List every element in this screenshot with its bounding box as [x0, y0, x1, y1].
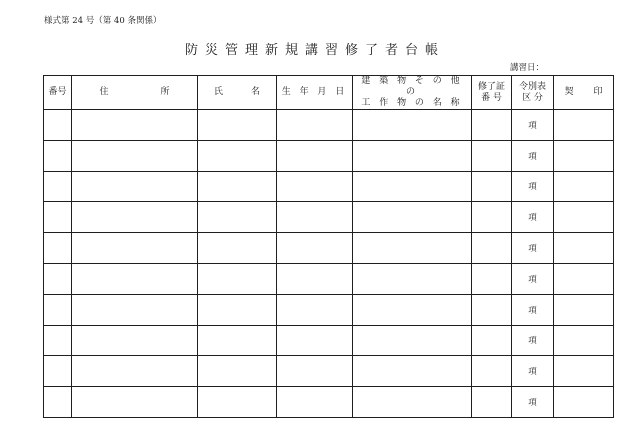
cell-category: 項: [512, 294, 554, 325]
cell-birthdate: [277, 171, 353, 202]
cell-building: [353, 202, 472, 233]
col-order-category: 令別表 区 分: [512, 76, 554, 110]
cell-name: [198, 233, 277, 264]
cell-address: [72, 387, 198, 418]
cell-address: [72, 294, 198, 325]
cell-number: [44, 356, 72, 387]
cell-birthdate: [277, 356, 353, 387]
cell-address: [72, 110, 198, 141]
cell-category: 項: [512, 140, 554, 171]
cell-name: [198, 325, 277, 356]
cell-building: [353, 110, 472, 141]
cell-cert-no: [472, 202, 512, 233]
cell-number: [44, 294, 72, 325]
cell-category: 項: [512, 263, 554, 294]
col-birthdate: 生 年 月 日: [277, 76, 353, 110]
cell-birthdate: [277, 140, 353, 171]
cell-name: [198, 171, 277, 202]
cell-building: [353, 263, 472, 294]
cell-category: 項: [512, 356, 554, 387]
cell-address: [72, 202, 198, 233]
table-row: [44, 356, 614, 387]
cell-name: [198, 263, 277, 294]
cell-cert-no: [472, 263, 512, 294]
cell-cert-no: [472, 110, 512, 141]
cell-birthdate: [277, 202, 353, 233]
cell-number: [44, 387, 72, 418]
header-row: [44, 76, 614, 110]
cell-cert-no: [472, 325, 512, 356]
cell-cert-no: [472, 171, 512, 202]
cell-seal: [554, 202, 614, 233]
cell-address: [72, 171, 198, 202]
table-row: [44, 202, 614, 233]
cell-seal: [554, 263, 614, 294]
table-row: [44, 387, 614, 418]
cell-birthdate: [277, 325, 353, 356]
cell-cert-no: [472, 140, 512, 171]
cell-building: [353, 171, 472, 202]
cell-category: 項: [512, 233, 554, 264]
cell-category: 項: [512, 325, 554, 356]
cell-address: [72, 356, 198, 387]
col-name: 氏 名: [198, 76, 277, 110]
table-row: [44, 140, 614, 171]
cell-building: [353, 356, 472, 387]
cell-number: [44, 263, 72, 294]
col-number-label: 番号: [48, 87, 67, 97]
cell-birthdate: [277, 294, 353, 325]
training-date-label: 講習日：: [510, 63, 545, 73]
form-number: 様式第 24 号（第 40 条関係）: [44, 16, 162, 26]
cell-building: [353, 140, 472, 171]
col-address: 住 所: [72, 76, 198, 110]
table-row: [44, 110, 614, 141]
cell-seal: [554, 140, 614, 171]
cell-birthdate: [277, 263, 353, 294]
cell-address: [72, 325, 198, 356]
cell-number: [44, 171, 72, 202]
register-table: [43, 75, 614, 418]
document-title: 防災管理新規講習修了者台帳: [184, 43, 445, 58]
cell-number: [44, 202, 72, 233]
cell-category: 項: [512, 387, 554, 418]
cell-category: 項: [512, 110, 554, 141]
cell-seal: [554, 171, 614, 202]
cell-number: [44, 110, 72, 141]
cell-name: [198, 110, 277, 141]
table-row: [44, 294, 614, 325]
cell-name: [198, 202, 277, 233]
cell-cert-no: [472, 387, 512, 418]
cell-seal: [554, 325, 614, 356]
cell-address: [72, 140, 198, 171]
cell-birthdate: [277, 387, 353, 418]
cell-number: [44, 325, 72, 356]
cell-building: [353, 294, 472, 325]
cell-address: [72, 263, 198, 294]
cell-seal: [554, 110, 614, 141]
cell-cert-no: [472, 233, 512, 264]
cell-name: [198, 294, 277, 325]
table-row: [44, 263, 614, 294]
cell-name: [198, 387, 277, 418]
cell-name: [198, 140, 277, 171]
cell-cert-no: [472, 356, 512, 387]
cell-category: 項: [512, 171, 554, 202]
cell-seal: [554, 387, 614, 418]
cell-cert-no: [472, 294, 512, 325]
col-seal: 契 印: [554, 76, 614, 110]
cell-seal: [554, 356, 614, 387]
col-building-name: 建 築 物 そ の 他 の 工 作 物 の 名 称: [353, 76, 472, 110]
cell-number: [44, 140, 72, 171]
col-number: [44, 76, 72, 110]
cell-address: [72, 233, 198, 264]
cell-birthdate: [277, 110, 353, 141]
table-row: [44, 233, 614, 264]
cell-number: [44, 233, 72, 264]
cell-name: [198, 356, 277, 387]
cell-building: [353, 325, 472, 356]
cell-seal: [554, 294, 614, 325]
cell-birthdate: [277, 233, 353, 264]
col-certificate-number: 修了証 番 号: [472, 76, 512, 110]
cell-building: [353, 233, 472, 264]
table-row: [44, 171, 614, 202]
cell-category: 項: [512, 202, 554, 233]
cell-seal: [554, 233, 614, 264]
cell-building: [353, 387, 472, 418]
table-row: [44, 325, 614, 356]
